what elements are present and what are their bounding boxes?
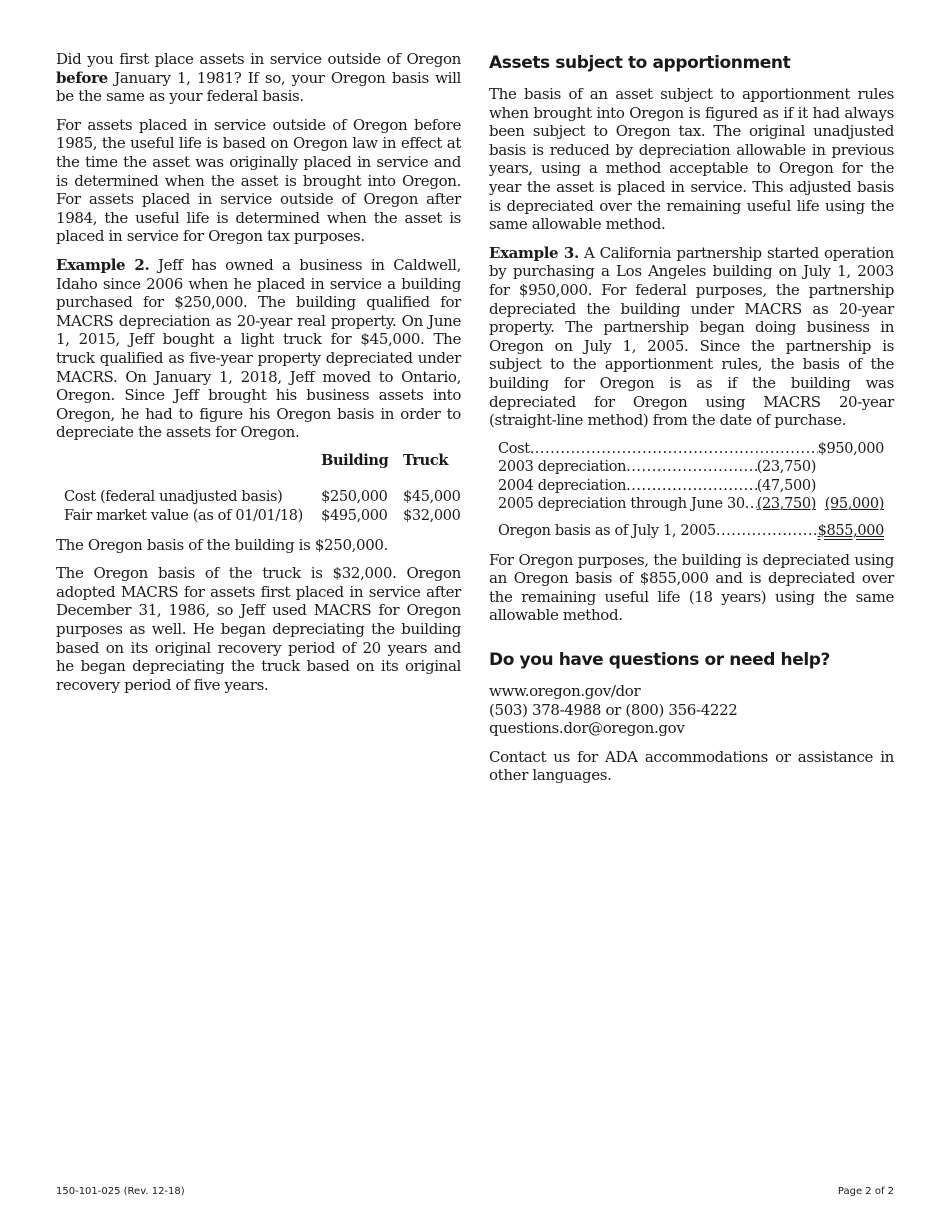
table-cell-building: $495,000 — [321, 508, 388, 525]
paragraph-truck-basis: The Oregon basis of the truck is $32,000. Oregon adopted MACRS for assets first placed in service after December 31, 1986, so Jeff used MACRS for Oregon purposes as well. He began depreciating the building based on its original recovery period of 20 years and he began depreciating the truck based on its original recovery period of five years. — [56, 564, 461, 694]
website-link[interactable]: www.oregon.gov/dor — [489, 682, 641, 701]
left-column — [56, 50, 461, 704]
phone-numbers: (503) 378-4988 or (800) 356-4222 — [489, 700, 738, 719]
calc-row-2003 — [498, 458, 884, 477]
example-text: Jeff has owned a business in Caldwell, Idaho since 2006 when he placed in service a building purchased for $250,000. The building qualified for MACRS depreciation as 20-year real property. On June 1, 2015, Jeff bought a light truck for $45,000. The truck qualified as five-year property depreciated under MACRS. On January 1, 2018, Jeff moved to Ontario, Oregon. Since Jeff brought his business assets into Oregon, he had to figure his Oregon basis in order to depreciate the assets for Oregon. — [56, 255, 461, 442]
basis-calculation — [498, 440, 884, 541]
bold-text: before — [56, 68, 108, 87]
table-cell-label: Cost (federal unadjusted basis) — [64, 489, 283, 506]
calc-row-cost — [498, 440, 884, 459]
table-cell-truck: $32,000 — [402, 508, 461, 525]
section-heading-apportionment: Assets subject to apportionment — [489, 53, 791, 73]
dot-leader — [626, 458, 757, 477]
calc-basis-value: $855,000 — [817, 523, 884, 540]
dot-leader — [530, 440, 818, 459]
example-label: Example 2. — [56, 255, 150, 274]
dot-leader — [716, 522, 818, 541]
table-header-row — [64, 452, 461, 489]
paragraph-apportionment: The basis of an asset subject to apportionment rules when brought into Oregon is figured as if it had always been subject to Oregon tax. The original unadjusted basis is reduced by depreciation allowable in previous years, using a method acceptable to Oregon for the year the asset is placed in service. This adjusted basis is depreciated over the remaining useful life using the same allowable method. — [489, 85, 894, 234]
calc-value: $950,000 — [817, 440, 884, 457]
calc-label: 2004 depreciation — [498, 477, 627, 494]
page-number: Page 2 of 2 — [837, 1186, 894, 1197]
paragraph-oregon-purposes: For Oregon purposes, the building is depreciated using an Oregon basis of $855,000 and is depreciated over the remaining useful life (18 years) using the same allowable method. — [489, 550, 894, 625]
calc-row-2005 — [498, 495, 884, 514]
right-column — [489, 50, 894, 795]
basis-table — [64, 452, 461, 526]
text: January 1, 1981? If so, your Oregon basis will be the same as your federal basis. — [56, 68, 461, 106]
email-link[interactable]: questions.dor@oregon.gov — [489, 719, 685, 738]
paragraph-useful-life: For assets placed in service outside of Oregon before 1985, the useful life is based on Oregon law in effect at the time the asset was originally placed in service and is determined when the asset is brought into Oregon. For assets placed in service outside of Oregon after 1984, the useful life is determined when the asset is placed in service for Oregon tax purposes. — [56, 115, 461, 246]
example-3 — [489, 244, 894, 430]
table-header — [64, 452, 321, 489]
paragraph-building-basis: The Oregon basis of the building is $250,000. — [56, 535, 389, 554]
calc-label: 2003 depreciation — [498, 459, 627, 476]
example-2 — [56, 256, 461, 442]
dot-leader — [626, 477, 757, 496]
calc-row-2004 — [498, 477, 884, 496]
calc-value: (47,500) — [756, 477, 816, 494]
dot-leader — [745, 495, 757, 514]
calc-label: Oregon basis as of July 1, 2005 — [498, 523, 716, 540]
calc-label: 2005 depreciation through June 30 — [498, 496, 745, 513]
table-row — [64, 507, 461, 526]
section-heading-help: Do you have questions or need help? — [489, 650, 831, 671]
paragraph-ada: Contact us for ADA accommodations or assistance in other languages. — [489, 747, 894, 785]
table-cell-label: Fair market value (as of 01/01/18) — [64, 508, 303, 525]
calc-value: (23,750) — [756, 459, 816, 476]
calc-row-basis — [498, 522, 884, 541]
calc-total-depreciation: (95,000) — [824, 496, 884, 513]
calc-label: Cost — [498, 440, 530, 457]
text: Did you first place assets in service outside of Oregon — [56, 50, 461, 68]
table-cell-truck: $45,000 — [402, 489, 461, 506]
paragraph-pre-1981 — [56, 50, 461, 106]
calc-value: (23,750) — [756, 496, 816, 513]
contact-info — [489, 682, 894, 738]
table-cell-building: $250,000 — [321, 489, 388, 506]
example-label: Example 3. — [489, 243, 579, 262]
table-row — [64, 488, 461, 507]
example-text: A California partnership started operation by purchasing a Los Angeles building on July 1, 2003 for $950,000. For federal purposes, the partnership depreciated the building under MACRS as 20-year property. The partnership began doing business in Oregon on July 1, 2005. Since the partnership is subject to the apportionment rules, the basis of the building for Oregon is as if the building was depreciated for Oregon using MACRS 20-year (straight-line method) from the date of purchase. — [489, 243, 894, 430]
form-number: 150-101-025 (Rev. 12-18) — [56, 1186, 185, 1197]
table-header-truck: Truck — [402, 451, 449, 469]
table-header-building: Building — [321, 451, 389, 469]
